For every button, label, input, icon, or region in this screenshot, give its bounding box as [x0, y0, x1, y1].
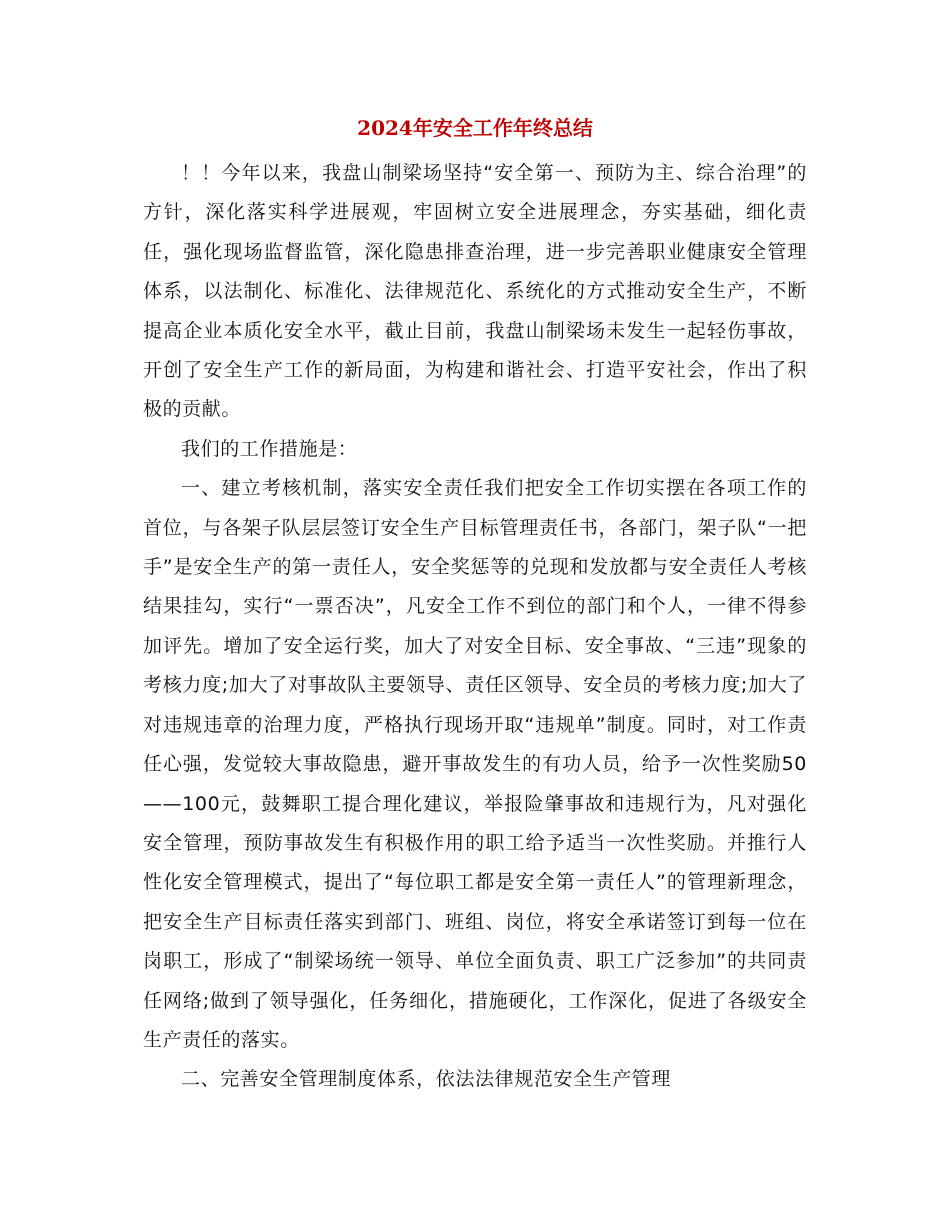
- paragraph-section-one: 一、建立考核机制，落实安全责任我们把安全工作切实摆在各项工作的首位，与各架子队层层签订安全生产目标管理责任书，各部门，架子队“一把手”是安全生产的第一责任人，安全奖惩等的兑现和发放都与安全责任人考核结果挂勾，实行“一票否决”，凡安全工作不到位的部门和个人，一律不得参加评先。增加了安全运行奖，加大了对安全目标、安全事故、“三违”现象的考核力度;加大了对事故队主要领导、责任区领导、安全员的考核力度;加大了对违规违章的治理力度，严格执行现场开取“违规单”制度。同时，对工作责任心强，发觉较大事故隐患，避开事故发生的有功人员，给予一次性奖励50——100元，鼓舞职工提合理化建议，举报险肇事故和违规行为，凡对强化安全管理，预防事故发生有积极作用的职工给予适当一次性奖励。并推行人性化安全管理模式，提出了“每位职工都是安全第一责任人”的管理新理念，把安全生产目标责任落实到部门、班组、岗位，将安全承诺签订到每一位在岗职工，形成了“制梁场统一领导、单位全面负责、职工广泛参加”的共同责任网络;做到了领导强化，任务细化，措施硬化，工作深化，促进了各级安全生产责任的落实。: [143, 477, 807, 1051]
- document-title: 2024年安全工作年终总结: [357, 116, 593, 140]
- paragraph-intro: ！！今年以来，我盘山制梁场坚持“安全第一、预防为主、综合治理”的方针，深化落实科学进展观，牢固树立安全进展理念，夯实基础，细化责任，强化现场监督监管，深化隐患排查治理，进一步完善职业健康安全管理体系，以法制化、标准化、法律规范化、系统化的方式推动安全生产，不断提高企业本质化安全水平，截止目前，我盘山制梁场未发生一起轻伤事故，开创了安全生产工作的新局面，为构建和谐社会、打造平安社会，作出了积极的贡献。: [143, 162, 807, 421]
- paragraph-section-two-heading: 二、完善安全管理制度体系，依法法律规范安全生产管理: [181, 1068, 672, 1091]
- document-body: [143, 154, 807, 1100]
- paragraph-measures-heading: 我们的工作措施是：: [181, 437, 358, 460]
